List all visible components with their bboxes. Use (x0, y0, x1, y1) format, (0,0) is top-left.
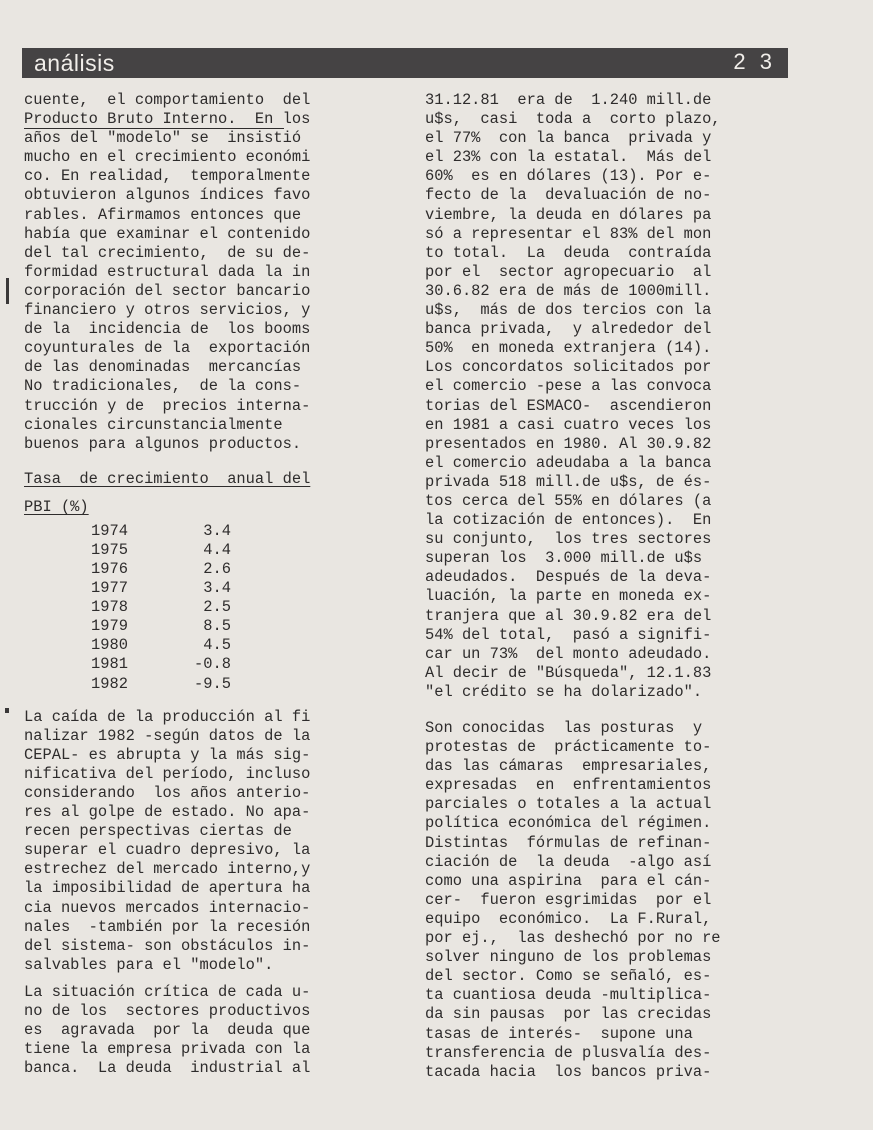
text-line: fecto de la devaluación de no- (425, 186, 712, 205)
text-line: corporación del sector bancario (24, 281, 311, 300)
text-line: 30.6.82 era de más de 1000mill. (425, 281, 712, 300)
text-line: años del "modelo" se insistió (24, 129, 302, 148)
year-cell: 1982 (91, 674, 128, 693)
text-line: u$s, más de dos tercios con la (425, 301, 712, 320)
text-line: CEPAL- es abrupta y la más sig- (24, 745, 311, 764)
text-line: coyunturales de la exportación (24, 339, 311, 358)
text-line: del sector. Como se señaló, es- (425, 967, 712, 986)
text-line: nalizar 1982 -según datos de la (24, 726, 311, 745)
table-row (91, 541, 392, 560)
text-line: del sistema- son obstáculos in- (24, 936, 311, 955)
text-line: estrechez del mercado interno,y (24, 860, 311, 879)
text-line: cia nuevos mercados internacio- (24, 898, 311, 917)
text-line: Al decir de "Búsqueda", 12.1.83 (425, 663, 712, 682)
table-heading (24, 470, 392, 520)
value-cell: -9.5 (194, 674, 231, 693)
text-line: banca privada, y alrededor del (425, 320, 712, 339)
section-header-bar (22, 48, 788, 78)
table-row (91, 636, 392, 655)
text-line: to total. La deuda contraída (425, 243, 712, 262)
text-line: mucho en el crecimiento económi (24, 148, 311, 167)
value-cell: 3.4 (203, 579, 231, 598)
value-cell: 4.4 (203, 540, 231, 559)
text-line: por ej., las deshechó por no re (425, 929, 721, 948)
year-cell: 1976 (91, 559, 128, 578)
underline-rule (24, 128, 284, 129)
text-line: la imposibilidad de apertura ha (24, 879, 311, 898)
text-line: ta cuantiosa deuda -multiplica- (425, 986, 712, 1005)
year-cell: 1978 (91, 598, 128, 617)
value-cell: 2.5 (203, 598, 231, 617)
text-line: No tradicionales, de la cons- (24, 377, 302, 396)
text-line: no de los sectores productivos (24, 1002, 311, 1021)
text-line: el 77% con la banca privada y (425, 129, 712, 148)
text-line: expresadas en enfrentamientos (425, 776, 712, 795)
text-line: res al golpe de estado. No apa- (24, 803, 311, 822)
text-line: 50% en moneda extranjera (14). (425, 339, 712, 358)
text-line: cuente, el comportamiento del (24, 91, 311, 109)
text-line: 54% del total, pasó a signifi- (425, 625, 712, 644)
text-line: superar el cuadro depresivo, la (24, 841, 311, 860)
text-line: car un 73% del monto adeudado. (425, 644, 712, 663)
text-line: política económica del régimen. (425, 814, 712, 833)
margin-mark (5, 708, 9, 713)
text-line: equipo económico. La F.Rural, (425, 909, 712, 928)
text-line: tiene la empresa privada con la (24, 1040, 311, 1059)
text-line: solver ninguno de los problemas (425, 948, 712, 967)
text-line: Los concordatos solicitados por (425, 358, 712, 377)
text-line: había que examinar el contenido (24, 224, 311, 243)
text-line: cer- fueron esgrimidas por el (425, 890, 712, 909)
table-row (91, 560, 392, 579)
table-row (91, 579, 392, 598)
value-cell: -0.8 (194, 655, 231, 674)
table-heading-line: PBI (%) (24, 497, 89, 516)
text-line: es agravada por la deuda que (24, 1021, 311, 1040)
text-line: rables. Afirmamos entonces que (24, 205, 302, 224)
text-line: el 23% con la estatal. Más del (425, 148, 712, 167)
text-line: só a representar el 83% del mon (425, 224, 712, 243)
text-line: La situación crítica de cada u- (24, 982, 311, 1001)
text-line: tasas de interés- supone una (425, 1024, 693, 1043)
table-row (91, 675, 392, 694)
text-line: "el crédito se ha dolarizado". (425, 682, 703, 701)
text-line: 31.12.81 era de 1.240 mill.de (425, 91, 712, 109)
text-line: viembre, la deuda en dólares pa (425, 205, 712, 224)
text-line: tranjera que al 30.9.82 era del (425, 606, 712, 625)
text-line: como una aspirina para el cán- (425, 871, 712, 890)
paragraph (425, 91, 793, 702)
text-line: torias del ESMACO- ascendieron (425, 396, 712, 415)
text-line: protestas de prácticamente to- (425, 738, 712, 757)
value-cell: 3.4 (203, 521, 231, 540)
paragraph (24, 983, 392, 1078)
table-row (91, 655, 392, 674)
text-line: u$s, casi toda a corto plazo, (425, 110, 721, 129)
paragraph (24, 708, 392, 975)
year-cell: 1979 (91, 617, 128, 636)
text-line: 60% es en dólares (13). Por e- (425, 167, 712, 186)
paragraph (425, 719, 793, 1082)
table-heading-line: Tasa de crecimiento anual del (24, 469, 311, 488)
text-line: banca. La deuda industrial al (24, 1059, 311, 1078)
text-line: de las denominadas mercancías (24, 358, 302, 377)
text-line: ciación de la deuda -algo así (425, 852, 712, 871)
text-line: parciales o totales a la actual (425, 795, 712, 814)
text-line: obtuvieron algunos índices favo (24, 186, 311, 205)
paragraph (24, 91, 392, 454)
value-cell: 8.5 (203, 617, 231, 636)
year-cell: 1977 (91, 579, 128, 598)
text-line: financiero y otros servicios, y (24, 301, 311, 320)
text-line: Producto Bruto Interno. En los (24, 110, 311, 129)
text-line: co. En realidad, temporalmente (24, 167, 311, 186)
text-line: salvables para el "modelo". (24, 955, 274, 974)
text-line: de la incidencia de los booms (24, 320, 311, 339)
text-line: presentados en 1980. Al 30.9.82 (425, 434, 712, 453)
text-line: tacada hacia los bancos priva- (425, 1062, 712, 1081)
table-row (91, 617, 392, 636)
value-cell: 2.6 (203, 559, 231, 578)
margin-mark (6, 278, 9, 304)
text-line: del tal crecimiento, de su de- (24, 243, 311, 262)
text-line: Distintas fórmulas de refinan- (425, 833, 712, 852)
section-title: análisis (34, 50, 115, 76)
text-line: considerando los años anterio- (24, 784, 311, 802)
text-line: nificativa del período, incluso (24, 764, 311, 783)
text-line: nales -también por la recesión (24, 917, 311, 936)
table-row (91, 522, 392, 541)
text-line: por el sector agropecuario al (425, 262, 712, 281)
text-line: el comercio -pese a las convoca (425, 377, 712, 396)
text-line: superan los 3.000 mill.de u$s (425, 549, 703, 568)
text-line: privada 518 mill.de u$s, de és- (425, 472, 712, 491)
text-line: su conjunto, los tres sectores (425, 530, 712, 549)
text-line: da sin pausas por las crecidas (425, 1005, 712, 1024)
table-row (91, 598, 392, 617)
left-column (24, 91, 392, 1078)
text-line: la cotización de entonces). En (425, 511, 712, 530)
pbi-growth-table (91, 522, 392, 694)
value-cell: 4.5 (203, 636, 231, 655)
text-line: das las cámaras empresariales, (425, 757, 712, 776)
text-line: La caída de la producción al fi (24, 707, 311, 726)
right-column (425, 91, 793, 1082)
text-line: adeudados. Después de la deva- (425, 568, 712, 587)
text-line: tos cerca del 55% en dólares (a (425, 491, 712, 510)
page-number: 2 3 (733, 49, 776, 74)
text-line: trucción y de precios interna- (24, 396, 311, 415)
text-line: buenos para algunos productos. (24, 434, 302, 453)
year-cell: 1980 (91, 636, 128, 655)
text-line: en 1981 a casi cuatro veces los (425, 415, 712, 434)
text-line: el comercio adeudaba a la banca (425, 453, 712, 472)
year-cell: 1981 (91, 655, 128, 674)
text-line: Son conocidas las posturas y (425, 719, 703, 737)
text-line: recen perspectivas ciertas de (24, 822, 292, 841)
text-line: transferencia de plusvalía des- (425, 1043, 712, 1062)
year-cell: 1975 (91, 540, 128, 559)
text-line: luación, la parte en moneda ex- (425, 587, 712, 606)
year-cell: 1974 (91, 521, 128, 540)
text-line: formidad estructural dada la in (24, 262, 311, 281)
text-line: cionales circunstancialmente (24, 415, 283, 434)
